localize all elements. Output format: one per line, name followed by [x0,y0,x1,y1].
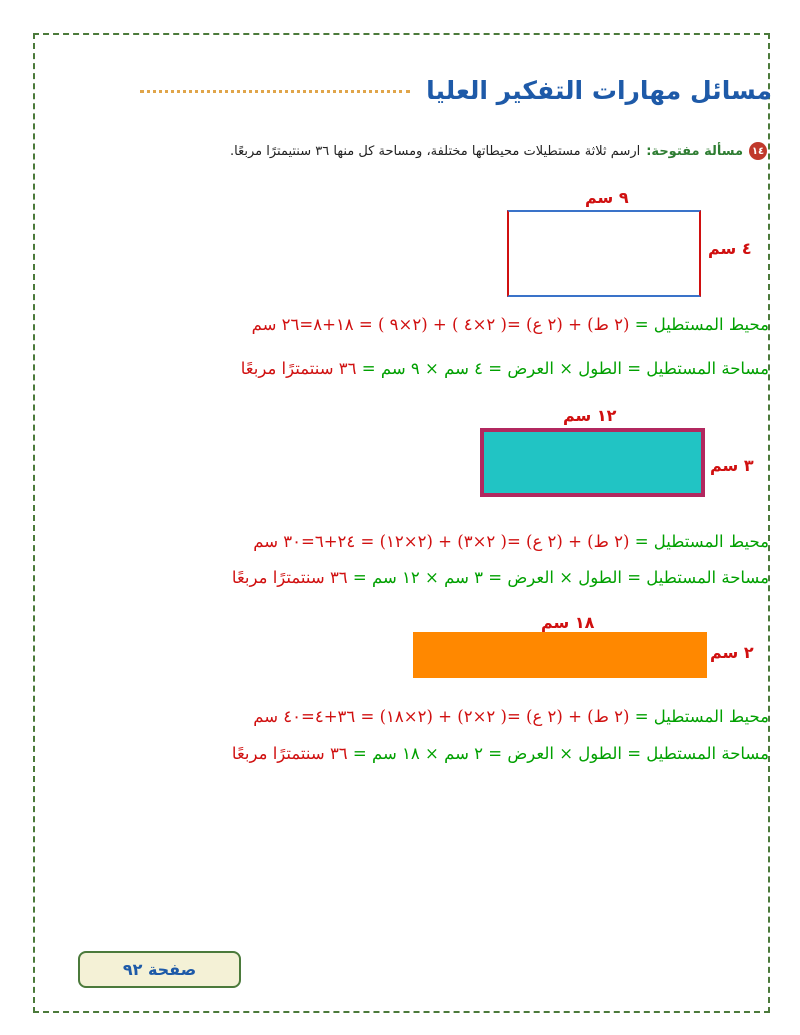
section-title: مسائل مهارات التفكير العليا [426,76,772,105]
rect3-perimeter-label: محيط المستطيل = [634,707,769,726]
rect2-perimeter-formula: (٢ ط) + (٢ ع) =( ٢×٣) + (٢×١٢) = ٢٤+٦=٣٠ سم [253,532,630,551]
rect3-area-label: مساحة المستطيل = الطول × العرض = ٢ سم × ١٨ سم = [352,744,769,763]
page-number-box: صفحة ٩٢ [78,951,241,988]
rect1-area-label: مساحة المستطيل = الطول × العرض = ٤ سم × ٩ سم = [361,359,769,378]
rect3-length-label: ١٨ سم [541,613,595,632]
rect2-area-line [232,568,769,587]
problem-label: مسألة مفتوحة: [646,143,743,159]
rect3-area-result: ٣٦ سنتمترًا مربعًا [231,744,348,763]
rect2-area-result: ٣٦ سنتمترًا مربعًا [231,568,348,587]
rect1-perimeter-formula: (٢ ط) + (٢ ع) =( ٢×٤ ) + (٢×٩ ) = ١٨+٨=٢٦ سم [251,315,630,334]
rect2-length-label: ١٢ سم [563,406,617,425]
rect1-width-label: ٤ سم [708,239,752,258]
rect1-area-result: ٣٦ سنتمترًا مربعًا [240,359,357,378]
section-header [140,76,772,112]
rect1-perimeter-line [252,315,769,334]
header-divider [140,90,410,93]
rect2-perimeter-label: محيط المستطيل = [634,532,769,551]
problem-text: ارسم ثلاثة مستطيلات محيطاتها مختلفة، ومساحة كل منها ٣٦ سنتيمترًا مربعًا. [229,143,641,159]
rect1-area-line [241,359,769,378]
rect2-width-label: ٣ سم [710,456,754,475]
rectangle-3 [413,632,707,678]
problem-statement [67,142,767,160]
rectangle-1 [507,210,701,297]
rect1-length-label: ٩ سم [585,188,629,207]
rect3-area-line [232,744,769,763]
rect3-width-label: ٢ سم [710,643,754,662]
rectangle-2 [480,428,705,497]
rect2-perimeter-line [253,532,769,551]
rect1-perimeter-label: محيط المستطيل = [634,315,769,334]
rect3-perimeter-line [253,707,769,726]
problem-number-badge: ١٤ [749,142,767,160]
rect2-area-label: مساحة المستطيل = الطول × العرض = ٣ سم × ١٢ سم = [352,568,769,587]
rect3-perimeter-formula: (٢ ط) + (٢ ع) =( ٢×٢) + (٢×١٨) = ٣٦+٤=٤٠ سم [253,707,630,726]
page-frame [33,33,770,1013]
